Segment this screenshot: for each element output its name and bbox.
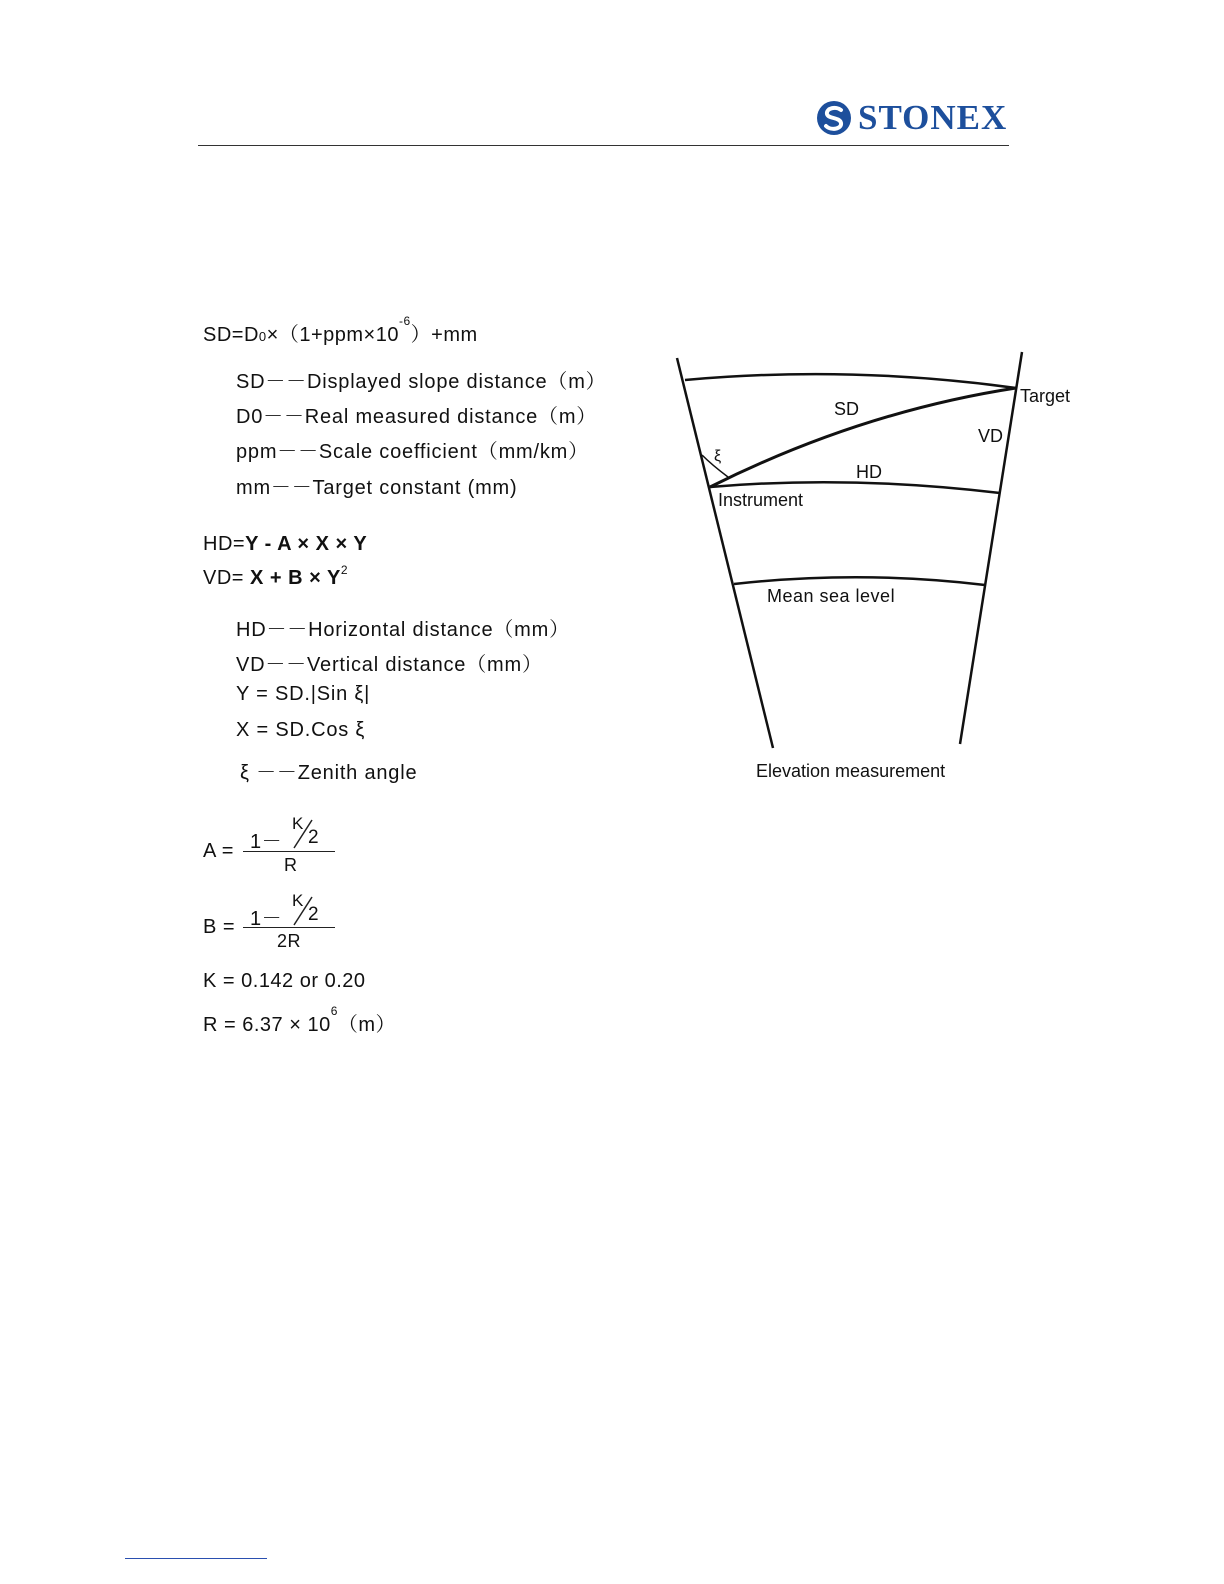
label-instrument: Instrument (718, 490, 804, 510)
b-num-slash (290, 893, 320, 929)
r-value-exp: 6 (330, 1004, 338, 1018)
footer-divider (125, 1558, 267, 1559)
brand-logo (816, 98, 1007, 138)
b-lhs: B = (203, 916, 236, 938)
b-fraction-bar (243, 927, 335, 928)
def-y: Y = SD.|Sin ξ| (236, 683, 371, 705)
hd-formula-rhs: Y - A × X × Y (245, 533, 368, 555)
def-xi: ξ －－Zenith angle (240, 762, 418, 784)
elevation-diagram-drawing (650, 340, 1120, 800)
def-sd: SD－－Displayed slope distance（m） (236, 371, 607, 393)
def-hd: HD－－Horizontal distance（mm） (236, 619, 570, 641)
header-divider (198, 145, 1009, 146)
label-caption: Elevation measurement (756, 761, 946, 781)
sd-formula-mid: ×（1+ppm×10 (266, 324, 399, 346)
vd-formula-rhs: X + B × Y (250, 567, 341, 589)
def-x: X = SD.Cos ξ (236, 719, 366, 741)
elevation-diagram (650, 340, 1120, 800)
a-num-k: K (292, 814, 304, 833)
def-vd: VD－－Vertical distance（mm） (236, 654, 543, 676)
a-num-slash (290, 816, 320, 852)
vd-formula-lhs: VD= (203, 567, 251, 589)
a-num-left: 1－ (250, 831, 283, 853)
k-value: K = 0.142 or 0.20 (203, 970, 366, 992)
sd-formula-tail: ）+mm (410, 324, 478, 346)
left-radial-line (677, 358, 773, 748)
sd-formula-sub: 0 (258, 329, 267, 344)
sd-formula-exp: -6 (398, 314, 411, 328)
def-ppm: ppm－－Scale coefficient（mm/km） (236, 441, 589, 463)
hd-formula-lhs: HD= (203, 533, 246, 555)
label-target: Target (1020, 386, 1071, 406)
a-fraction-bar (243, 851, 335, 852)
stonex-s-icon (816, 100, 852, 136)
r-value-text: R = 6.37 × 10 (203, 1014, 331, 1036)
b-den: 2R (277, 931, 302, 951)
def-d0: D0－－Real measured distance（m） (236, 406, 598, 428)
b-num-two: 2 (308, 904, 319, 925)
a-num-two: 2 (308, 827, 319, 848)
b-num-left: 1－ (250, 908, 283, 930)
vd-formula (203, 563, 349, 590)
vd-formula-exp: 2 (340, 563, 349, 577)
label-mean-sea-level: Mean sea level (767, 586, 896, 606)
label-xi: ξ (714, 448, 722, 465)
r-value (203, 1004, 397, 1037)
label-sd: SD (834, 399, 860, 419)
r-value-tail: （m） (337, 1014, 397, 1036)
b-num-k: K (292, 891, 304, 910)
right-radial-line (960, 352, 1022, 744)
sd-formula-lhs: SD=D (203, 324, 259, 346)
target-level-arc (685, 374, 1016, 388)
mean-sea-level-arc (734, 577, 985, 585)
sd-formula (203, 314, 478, 347)
brand-name: STONEX (858, 98, 1008, 137)
label-hd: HD (856, 462, 882, 482)
a-lhs: A = (203, 840, 234, 862)
a-den: R (284, 855, 298, 875)
label-vd: VD (978, 426, 1004, 446)
def-mm: mm－－Target constant (mm) (236, 477, 518, 499)
hd-formula (203, 533, 367, 556)
